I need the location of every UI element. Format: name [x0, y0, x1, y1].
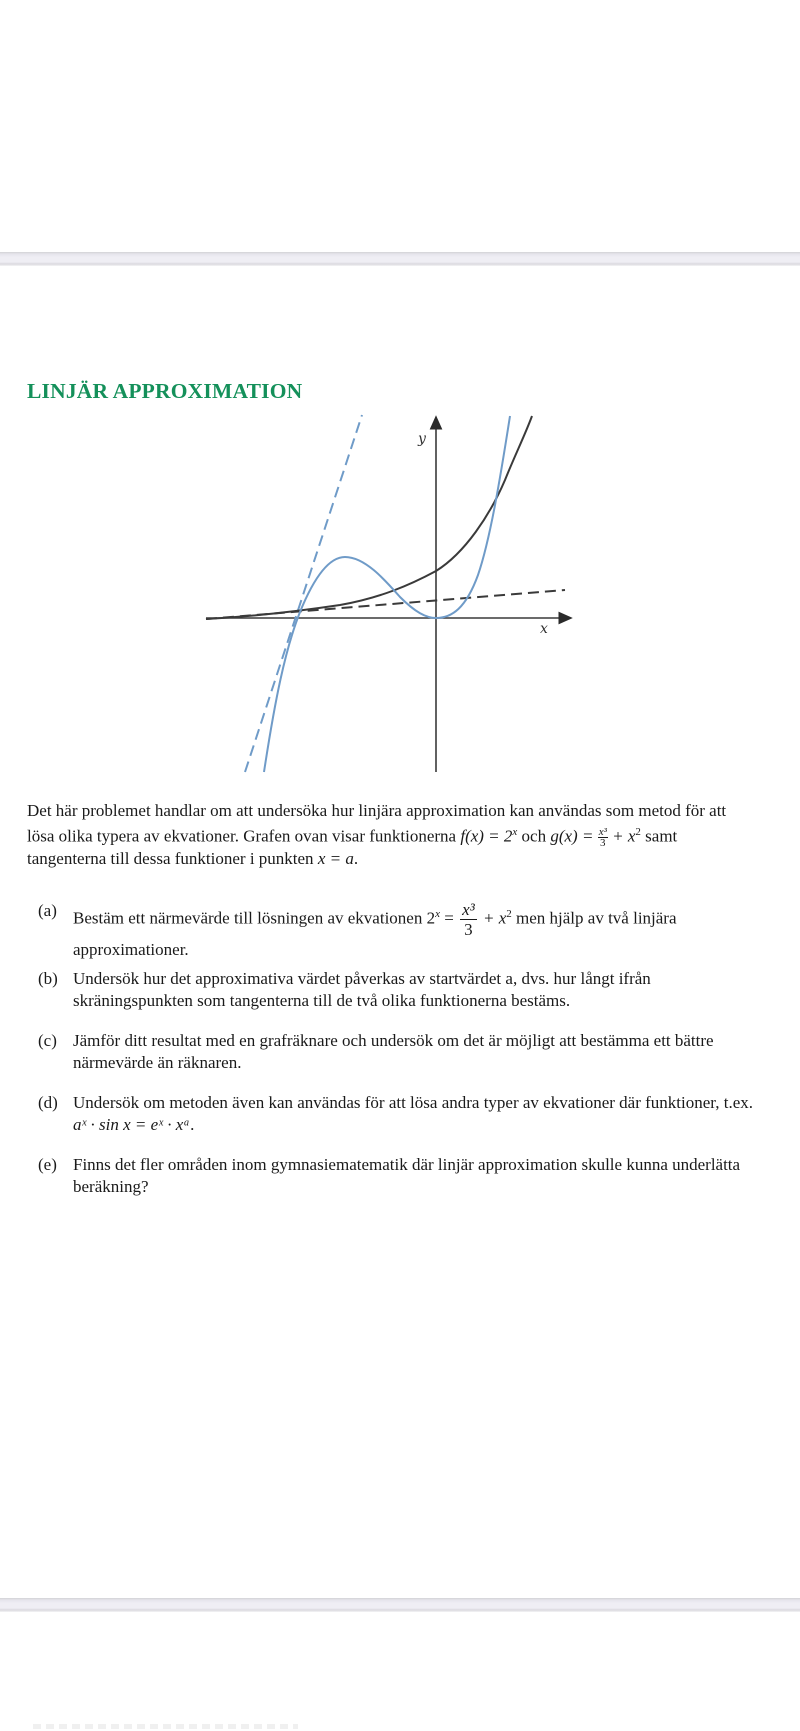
y-axis-label: y [418, 431, 426, 447]
fraction: $\frac{\text{x³}}{3}$ [598, 825, 607, 849]
intro-paragraph: Det här problemet handlar om att undersöka hur linjära approximation kan användas som metod för att lösa olika typera av ekvationer. Grafen ovan visar funktionerna $f(x) = 2^x$ och g(x) = $\frac{\text{x³}}{3}$ + $x^2$ samt tangenterna till dessa funktioner i punkten x = a. [27, 801, 727, 868]
question-b: (b) Undersök hur det approximativa värdet påverkas av startvärdet a, dvs. hur långt ifrån skräningspunkten som tangenterna till de två olika funktionerna bestäms. [38, 969, 651, 1010]
section-title: LINJÄR APPROXIMATION [27, 379, 303, 403]
x-axis-label: x [540, 621, 548, 637]
page-separator-bottom [0, 1598, 800, 1612]
function-graph [0, 0, 800, 800]
question-d: (d) Undersök om metoden även kan användas för att lösa andra typer av ekvationer där funktioner, t.ex. aˣ · sin x = eˣ · xᵃ. [38, 1093, 754, 1134]
next-page-text-fragment [33, 1724, 298, 1729]
question-a: (a) Bestäm ett närmevärde till lösningen av ekvationen $2^x$ = $\frac{\text{x³}}{3}$ + $x^2$ men hjälp av två linjära approximationer. [38, 900, 677, 959]
curve-f-exponential [206, 416, 532, 619]
question-c: (c) Jämför ditt resultat med en grafräknare och undersök om det är möjligt att bestämma ett bättre närmevärde än räknaren. [38, 1031, 714, 1072]
tangent-g-line [245, 415, 362, 772]
curve-g-cubic [264, 416, 510, 772]
fraction: $\frac{\text{x³}}{3}$ [462, 900, 475, 939]
question-e: (e) Finns det fler områden inom gymnasiematematik där linjär approximation skulle kunna underlätta beräkning? [38, 1155, 741, 1196]
